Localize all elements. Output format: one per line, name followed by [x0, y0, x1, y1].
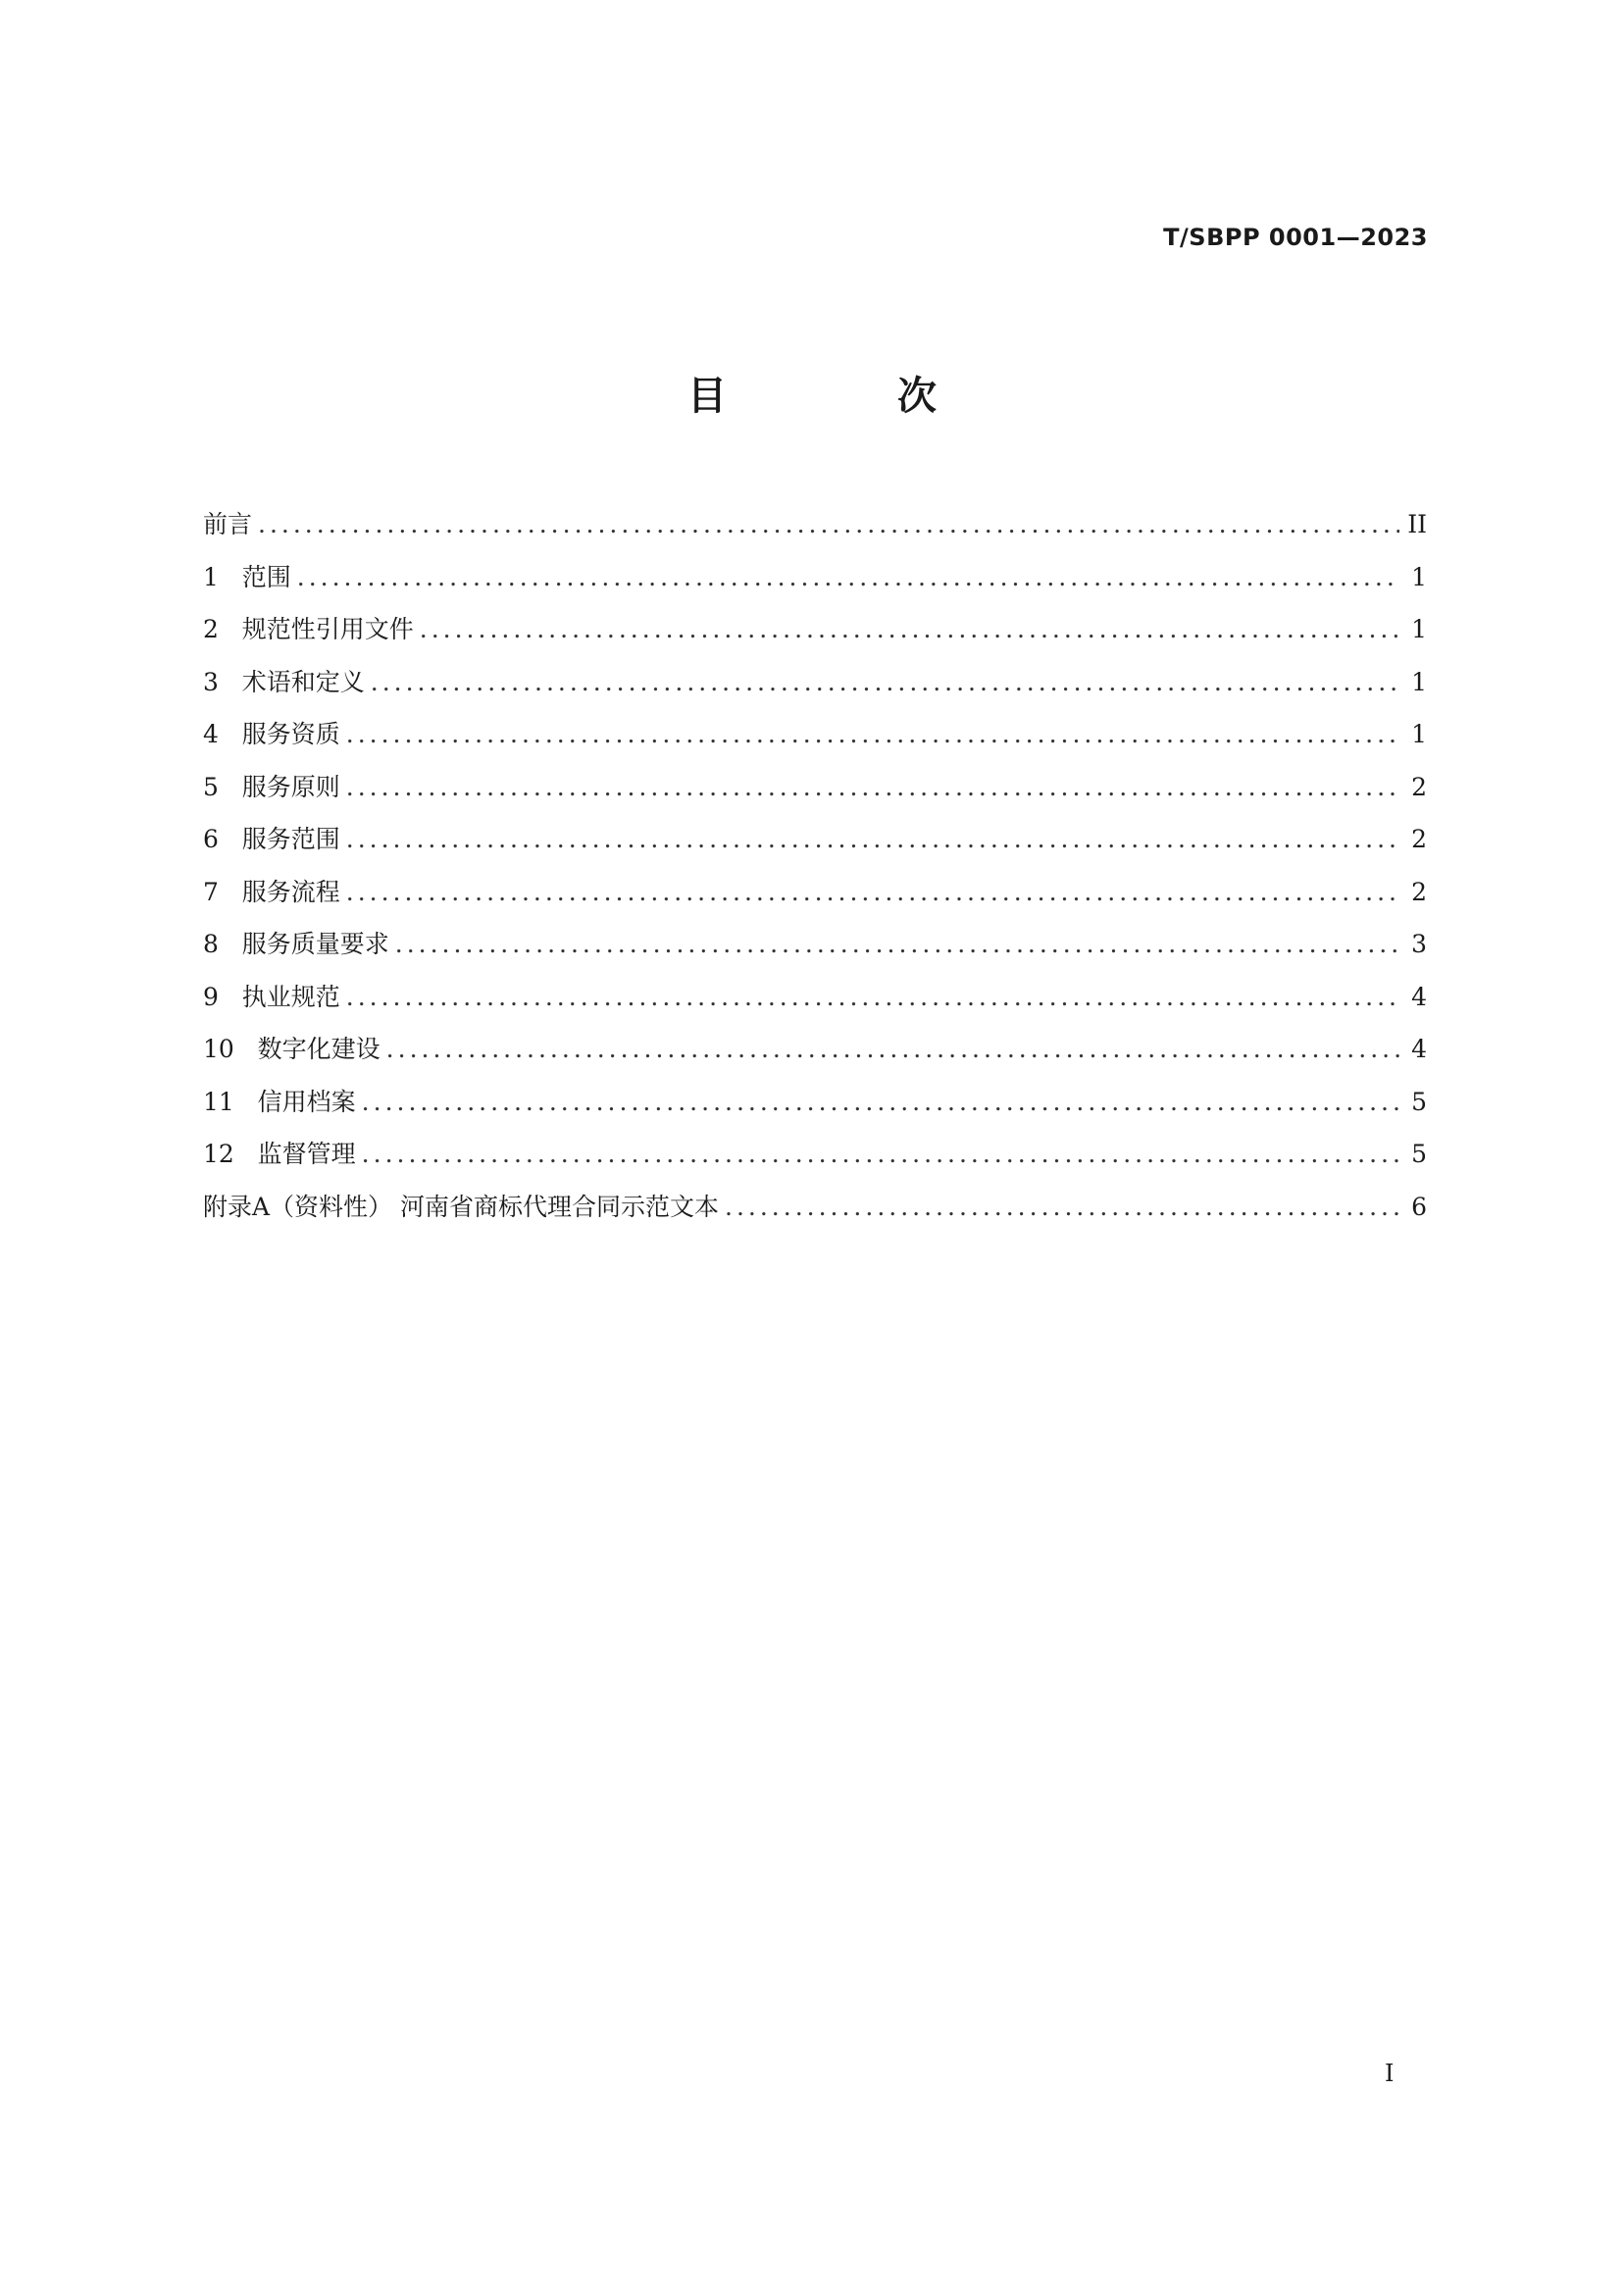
- toc-entry-number: 1: [203, 562, 219, 591]
- toc-entry-label: 规范性引用文件: [241, 615, 414, 643]
- toc-entry-number: 3: [203, 667, 219, 696]
- toc-entry-6[interactable]: [203, 820, 1427, 873]
- toc-entry-7[interactable]: [203, 873, 1427, 926]
- toc-entry-page: 1: [1411, 615, 1427, 643]
- toc-entry-1[interactable]: [203, 558, 1427, 611]
- toc-entry-number: 5: [203, 772, 219, 801]
- toc-title: 目 次: [687, 374, 1015, 419]
- toc-entry-page: II: [1407, 510, 1427, 538]
- toc-leader-dots: [258, 510, 1399, 538]
- toc-entry-5[interactable]: [203, 768, 1427, 821]
- toc-entry-page: 1: [1411, 562, 1427, 591]
- toc-entry-label: 信用档案: [257, 1087, 356, 1116]
- toc-entry-number: 10: [203, 1035, 234, 1063]
- toc-entry-11[interactable]: [203, 1083, 1427, 1136]
- toc-entry-appendix-a[interactable]: [203, 1188, 1427, 1241]
- toc-entry-page: 4: [1411, 982, 1427, 1011]
- toc-entry-page: 5: [1411, 1087, 1427, 1116]
- toc-entry-number: 2: [203, 615, 219, 643]
- toc-entry-label: 前言: [203, 510, 253, 538]
- toc-entry-page: 1: [1411, 667, 1427, 696]
- toc-entry-number: 6: [203, 825, 219, 853]
- toc-leader-dots: [346, 825, 1399, 853]
- toc-entry-2[interactable]: [203, 610, 1427, 663]
- toc-entry-number: 9: [203, 982, 219, 1011]
- toc-entry-number: 4: [203, 720, 219, 748]
- toc-leader-dots: [362, 1088, 1399, 1116]
- toc-entry-page: 2: [1411, 825, 1427, 853]
- toc-entry-number: 8: [203, 930, 219, 958]
- toc-entry-12[interactable]: [203, 1135, 1427, 1188]
- toc-entry-page: 5: [1411, 1140, 1427, 1168]
- toc-leader-dots: [420, 615, 1399, 643]
- table-of-contents: [203, 505, 1427, 1240]
- toc-entry-4[interactable]: [203, 715, 1427, 768]
- toc-entry-label: 服务范围: [241, 825, 340, 853]
- toc-entry-page: 2: [1411, 877, 1427, 906]
- toc-entry-label: 监督管理: [257, 1140, 356, 1168]
- toc-entry-page: 3: [1411, 930, 1427, 958]
- toc-leader-dots: [346, 878, 1399, 906]
- toc-entry-number: 7: [203, 877, 219, 906]
- toc-entry-label: 服务质量要求: [241, 930, 389, 958]
- toc-entry-page: 1: [1411, 720, 1427, 748]
- toc-entry-label: 术语和定义: [241, 667, 365, 696]
- toc-entry-label: 执业规范: [241, 982, 340, 1011]
- toc-entry-page: 6: [1411, 1192, 1427, 1221]
- toc-leader-dots: [725, 1193, 1399, 1221]
- toc-entry-page: 4: [1411, 1035, 1427, 1063]
- toc-entry-number: 11: [203, 1087, 234, 1116]
- toc-entry-label: 范围: [241, 562, 291, 591]
- toc-leader-dots: [297, 563, 1399, 591]
- toc-leader-dots: [395, 930, 1399, 958]
- document-code: T/SBPP 0001—2023: [1163, 224, 1428, 251]
- toc-entry-label: 服务资质: [241, 720, 340, 748]
- toc-entry-page: 2: [1411, 772, 1427, 801]
- page-number: I: [1385, 2060, 1395, 2087]
- toc-entry-8[interactable]: [203, 925, 1427, 978]
- toc-entry-label: 附录A（资料性） 河南省商标代理合同示范文本: [203, 1192, 720, 1221]
- toc-leader-dots: [371, 668, 1399, 696]
- toc-leader-dots: [386, 1035, 1399, 1063]
- toc-leader-dots: [362, 1140, 1399, 1168]
- toc-leader-dots: [346, 773, 1399, 801]
- toc-leader-dots: [346, 983, 1399, 1011]
- toc-entry-number: 12: [203, 1140, 234, 1168]
- toc-entry-3[interactable]: [203, 663, 1427, 716]
- toc-leader-dots: [346, 720, 1399, 748]
- toc-entry-label: 服务原则: [241, 772, 340, 801]
- toc-entry-10[interactable]: [203, 1030, 1427, 1083]
- toc-entry-9[interactable]: [203, 978, 1427, 1031]
- toc-entry-label: 数字化建设: [257, 1035, 381, 1063]
- toc-entry-label: 服务流程: [241, 877, 340, 906]
- toc-entry-preface[interactable]: [203, 505, 1427, 558]
